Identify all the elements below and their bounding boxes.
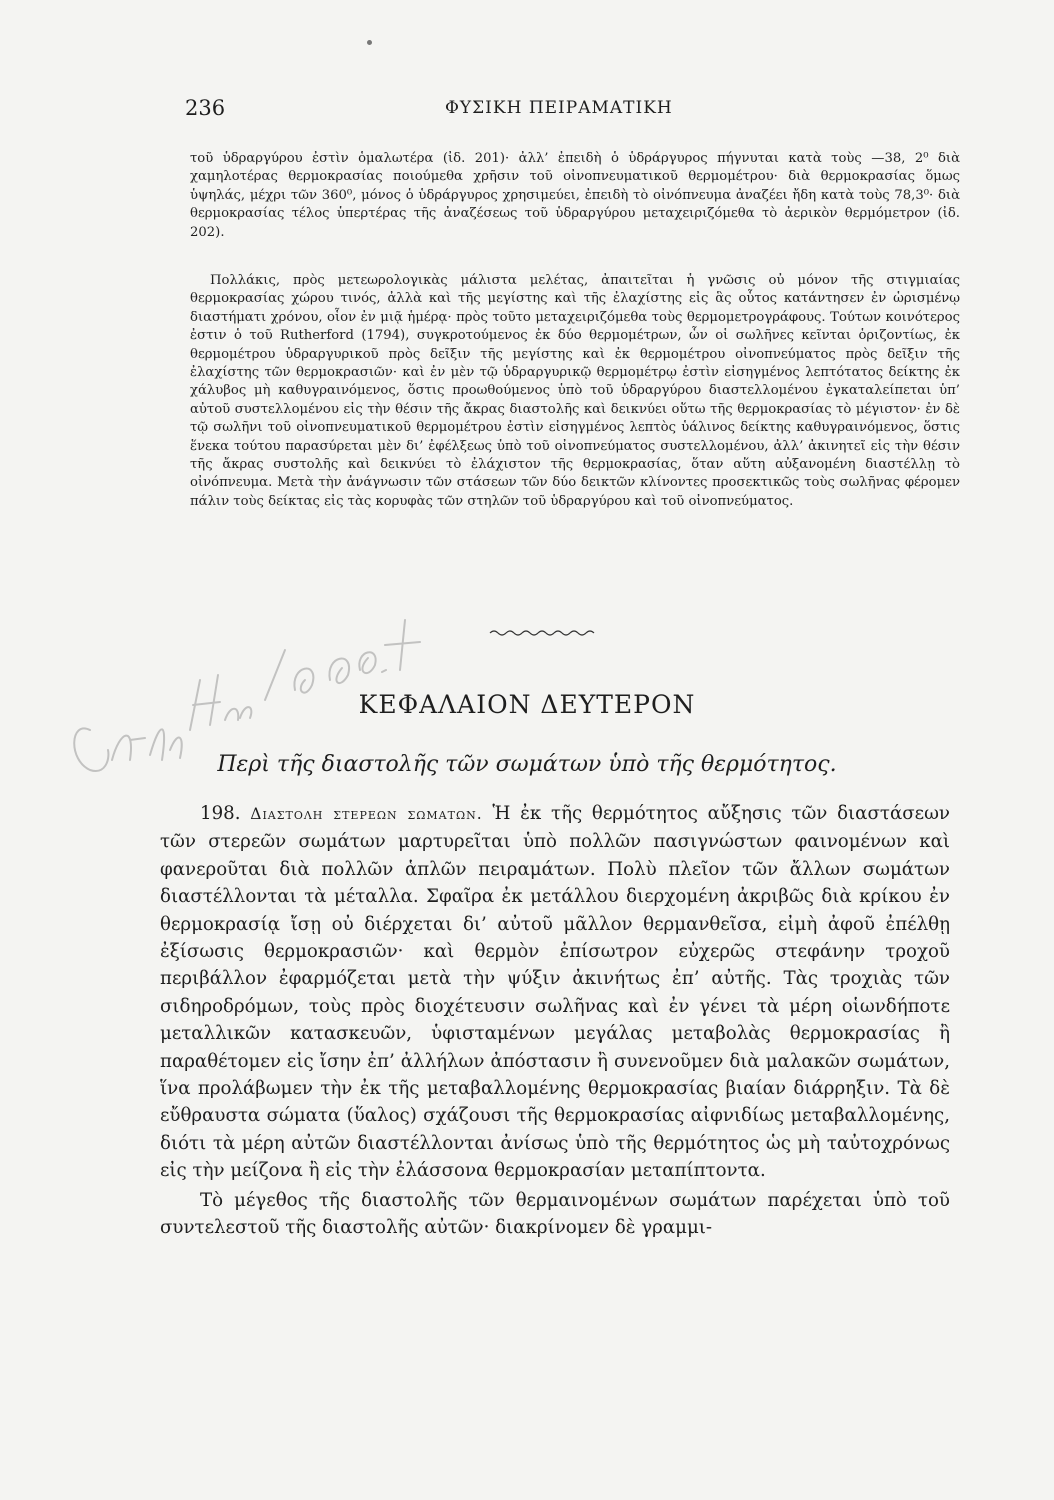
thermometrograph-paragraph xyxy=(190,272,960,511)
expansion-coefficient-paragraph: Τὸ μέγεθος τῆς διαστολῆς τῶν θερμαινομένων σωμάτων παρέχεται ὑπὸ τοῦ συντελεστοῦ τῆς διαστολῆς αὐτῶν· διακρίνομεν δὲ γραμμι- xyxy=(160,1189,950,1239)
main-body-text xyxy=(160,800,950,1242)
section-number: 198. xyxy=(200,803,241,824)
paper-speck xyxy=(367,40,372,45)
page-number: 236 xyxy=(185,96,226,120)
chapter-subtitle: Περὶ τῆς διαστολῆς τῶν σωμάτων ὑπὸ τῆς θερμότητος. xyxy=(217,752,837,777)
continued-paragraph-text: τοῦ ὑδραργύρου ἐστὶν ὁμαλωτέρα (ἰδ. 201)· ἀλλ’ ἐπειδὴ ὁ ὑδράργυρος πήγνυται κατὰ τοὺς —38, 2⁰ διὰ χαμηλοτέρας θερμοκρασίας ποιούμεθα χρῆσιν τοῦ οἰνοπνευματικοῦ θερμομέτρου· διὰ θερμοκρασίας ὅμως ὑψηλάς, μέχρι τῶν 360⁰, μόνος ὁ ὑδράργυρος χρησιμεύει, ἐπειδὴ τὸ οἰνόπνευμα ἀναζέει ἤδη κατὰ τοὺς 78,3⁰· διὰ θερμοκρασίας τέλος ὑπερτέρας τῆς ἀναζέσεως τοῦ ὑδραργύρου μεταχειριζόμεθα τὸ ἀερικὸν θερμόμετρον (ἰδ. 202). xyxy=(190,151,960,240)
section-divider-ornament xyxy=(488,628,598,638)
page-header xyxy=(185,96,965,130)
thermometrograph-paragraph-text: Πολλάκις, πρὸς μετεωρολογικὰς μάλιστα μελέτας, ἀπαιτεῖται ἡ γνῶσις οὐ μόνον τῆς στιγμιαίας θερμοκρασίας χώρου τινός, ἀλλὰ καὶ τῆς μεγίστης καὶ τῆς ἐλαχίστης εἰς ἃς οὗτος κατάντησεν ἐν ὡρισμένῳ διαστήματι χρόνου, οἷον ἐν μιᾷ ἡμέρᾳ· πρὸς τοῦτο μεταχειριζόμεθα τοὺς θερμομετρογράφους. Τούτων κοινότερος ἐστιν ὁ τοῦ Rutherford (1794), συγκροτούμενος ἐκ δύο θερμομέτρων, ὧν οἱ σωλῆνες κεῖνται ὁριζοντίως, ἐκ θερμομέτρου ὑδραργυρικοῦ πρὸς δεῖξιν τῆς μεγίστης καὶ ἐκ θερμομέτρου οἰνοπνεύματος πρὸς δεῖξιν τῆς ἐλαχίστης τῶν θερμοκρασιῶν· καὶ ἐν μὲν τῷ ὑδραργυρικῷ θερμομέτρῳ ἐστὶν εἰσηγμένος λεπτότατος δείκτης ἐκ χάλυβος μὴ καθυγραινόμενος, ὅστις προωθούμενος ὑπὸ τοῦ ὑδραργύρου διαστελλομένου ἐγκαταλείπεται ὑπ’ αὐτοῦ συστελλομένου εἰς τὴν θέσιν τῆς ἄκρας διαστολῆς καὶ δεικνύει οὕτω τῆς θερμοκρασίας τὸ μέγιστον· ἐν δὲ τῷ σωλῆνι τοῦ οἰνοπνευματικοῦ θερμομέτρου ἐστὶν εἰσηγμένος λεπτὸς ὑάλινος δείκτης καθυγραινόμενος, ὅστις ἕνεκα τούτου παρασύρεται μὲν δι’ ἐφέλξεως ὑπὸ τοῦ οἰνοπνεύματος συστελλομένου, ἀλλ’ ἀκινητεῖ εἰς τὴν θέσιν τῆς ἄκρας συστολῆς καὶ δεικνύει τὸ ἐλάχιστον τῆς θερμοκρασίας, ὅταν αὕτη αὐξανομένη διαστέλλῃ τὸ οἰνόπνευμα. Μετὰ τὴν ἀνάγνωσιν τῶν στάσεων τῶν δύο δεικτῶν κλίνοντες προσεκτικῶς τοὺς σωλῆνας φέρομεν πάλιν τοὺς δείκτας εἰς τὰς κορυφὰς τῶν στηλῶν τοῦ ὑδραργύρου καὶ τοῦ οἰνοπνεύματος. xyxy=(190,273,960,509)
section-text: Ἡ ἐκ τῆς θερμότητος αὔξησις τῶν διαστάσεων τῶν στερεῶν σωμάτων μαρτυρεῖται ὑπὸ πολλῶν πασιγνώστων φαινομένων καὶ φανεροῦται διὰ πολλῶν ἁπλῶν πειραμάτων. Πολὺ πλεῖον τῶν ἄλλων σωμάτων διαστέλλονται τὰ μέταλλα. Σφαῖρα ἐκ μετάλλου διερχομένη ἀκριβῶς διὰ κρίκου ἐν θερμοκρασίᾳ ἴσῃ οὐ διέρχεται δι’ αὐτοῦ μᾶλλον θερμανθεῖσα, εἰμὴ ἀφοῦ ἐπέλθῃ ἐξίσωσις θερμοκρασιῶν· καὶ θερμὸν ἐπίσωτρον εὐχερῶς στεφάνην τροχοῦ περιβάλλον ἐφαρμόζεται μετὰ τὴν ψύξιν ἀκινήτως ἐπ’ αὐτῆς. Τὰς τροχιὰς τῶν σιδηροδρόμων, τοὺς πρὸς διοχέτευσιν σωλῆνας καὶ ἐν γένει τὰ μέρη οἱωνδήποτε μεταλλικῶν κατασκευῶν, ὑφισταμένων μεγάλας μεταβολὰς θερμοκρασίας ἢ παραθέτομεν εἰς ἴσην ἐπ’ ἀλλήλων ἀπόστασιν ἢ συνενοῦμεν διὰ μαλακῶν σωμάτων, ἵνα προλάβωμεν τὴν ἐκ τῆς μεταβαλλομένης θερμοκρασίας βιαίαν διάρρηξιν. Τὰ δὲ εὔθραυστα σώματα (ὕαλος) σχάζουσι τῆς θερμοκρασίας αἰφνιδίως μεταβαλλομένης, διότι τὰ μέρη αὐτῶν διαστέλλονται ἀνίσως ὑπὸ τῆς θερμότητος ὡς μὴ ταὐτοχρόνως εἰς τὴν μείζονα ἢ εἰς τὴν ἐλάσσονα θερμοκρασίαν μεταπίπτοντα. xyxy=(160,803,950,1182)
chapter-title: ΚΕΦΑΛΑΙΟΝ ΔΕΥΤΕΡΟΝ xyxy=(358,690,696,719)
section-heading: Διαστολη στερεων σωματων. xyxy=(250,805,483,823)
running-title: ΦΥΣΙΚΗ ΠΕΙΡΑΜΑΤΙΚΗ xyxy=(445,98,673,118)
section-198-paragraph xyxy=(160,800,950,1185)
continued-paragraph xyxy=(190,150,960,242)
